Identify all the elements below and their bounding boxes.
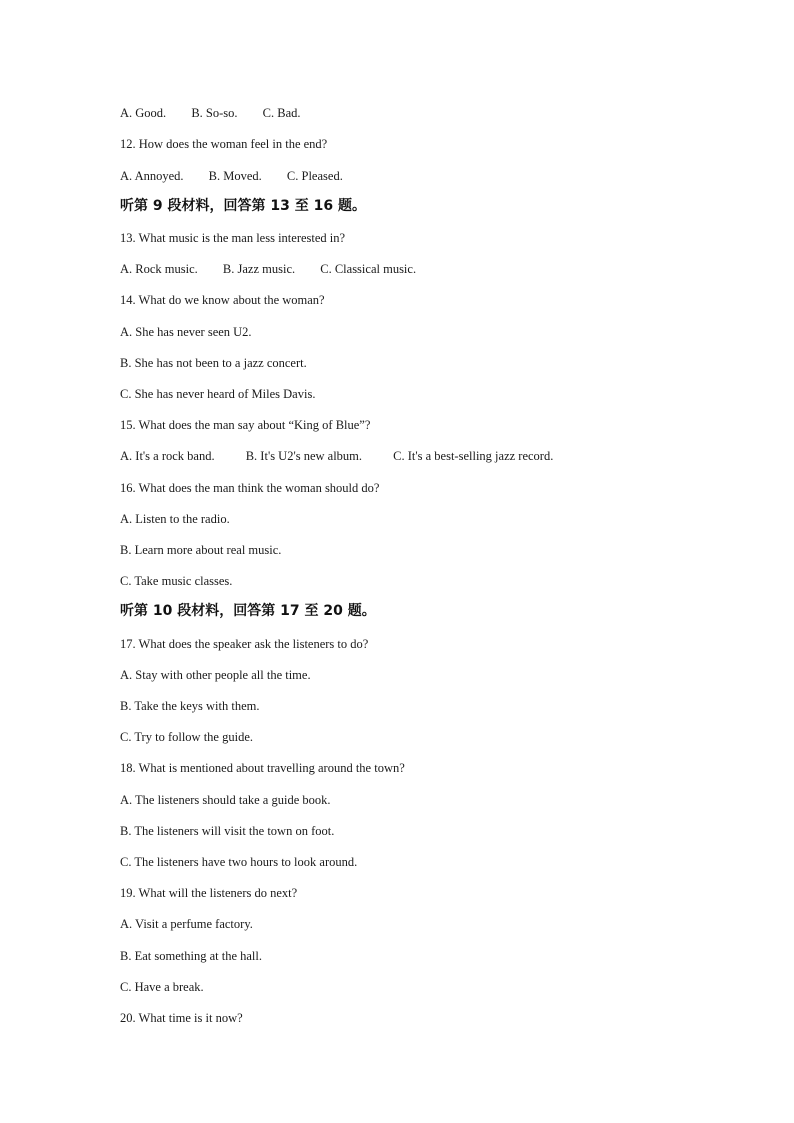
- q15-option-b: B. It's U2's new album.: [245, 449, 363, 463]
- q13-option-a: A. Rock music.: [120, 262, 198, 276]
- q14-option-b: B. She has not been to a jazz concert.: [120, 356, 307, 370]
- q17-question: 17. What does the speaker ask the listeners to do?: [120, 637, 369, 651]
- q13-option-c: C. Classical music.: [320, 262, 417, 276]
- q17-option-a: A. Stay with other people all the time.: [120, 668, 311, 682]
- q12-option-a: A. Annoyed.: [120, 169, 184, 183]
- q11-options: [120, 105, 301, 121]
- q12-question: 12. How does the woman feel in the end?: [120, 137, 328, 151]
- q12-option-b: B. Moved.: [208, 169, 262, 183]
- q15-question: 15. What does the man say about “King of Blue”?: [120, 418, 371, 432]
- q15-option-c: C. It's a best-selling jazz record.: [393, 449, 554, 463]
- q16-option-a: A. Listen to the radio.: [120, 512, 230, 526]
- q14-option-c: C. She has never heard of Miles Davis.: [120, 387, 316, 401]
- q13-option-b: B. Jazz music.: [222, 262, 296, 276]
- q19-option-c: C. Have a break.: [120, 980, 204, 994]
- q17-option-c: C. Try to follow the guide.: [120, 730, 253, 744]
- q15-options: [120, 448, 553, 464]
- q18-option-c: C. The listeners have two hours to look around.: [120, 855, 358, 869]
- q11-option-a: A. Good.: [120, 106, 167, 120]
- q16-question: 16. What does the man think the woman should do?: [120, 481, 380, 495]
- q14-question: 14. What do we know about the woman?: [120, 293, 325, 307]
- q18-question: 18. What is mentioned about travelling around the town?: [120, 761, 405, 775]
- section-9-heading: 听第 9 段材料，回答第 13 至 16 题。: [120, 198, 366, 214]
- q16-option-b: B. Learn more about real music.: [120, 543, 282, 557]
- q18-option-a: A. The listeners should take a guide book.: [120, 793, 331, 807]
- q19-option-a: A. Visit a perfume factory.: [120, 917, 253, 931]
- q15-option-a: A. It's a rock band.: [120, 449, 215, 463]
- q11-option-b: B. So-so.: [191, 106, 238, 120]
- q12-options: [120, 168, 343, 184]
- q11-option-c: C. Bad.: [262, 106, 301, 120]
- q13-question: 13. What music is the man less interested in?: [120, 231, 346, 245]
- q12-option-c: C. Pleased.: [286, 169, 343, 183]
- section-10-heading: 听第 10 段材料，回答第 17 至 20 题。: [120, 603, 376, 619]
- q19-option-b: B. Eat something at the hall.: [120, 949, 262, 963]
- q17-option-b: B. Take the keys with them.: [120, 699, 260, 713]
- q13-options: [120, 261, 416, 277]
- q14-option-a: A. She has never seen U2.: [120, 325, 252, 339]
- q19-question: 19. What will the listeners do next?: [120, 886, 298, 900]
- q16-option-c: C. Take music classes.: [120, 574, 233, 588]
- q20-question: 20. What time is it now?: [120, 1011, 243, 1025]
- q18-option-b: B. The listeners will visit the town on foot.: [120, 824, 335, 838]
